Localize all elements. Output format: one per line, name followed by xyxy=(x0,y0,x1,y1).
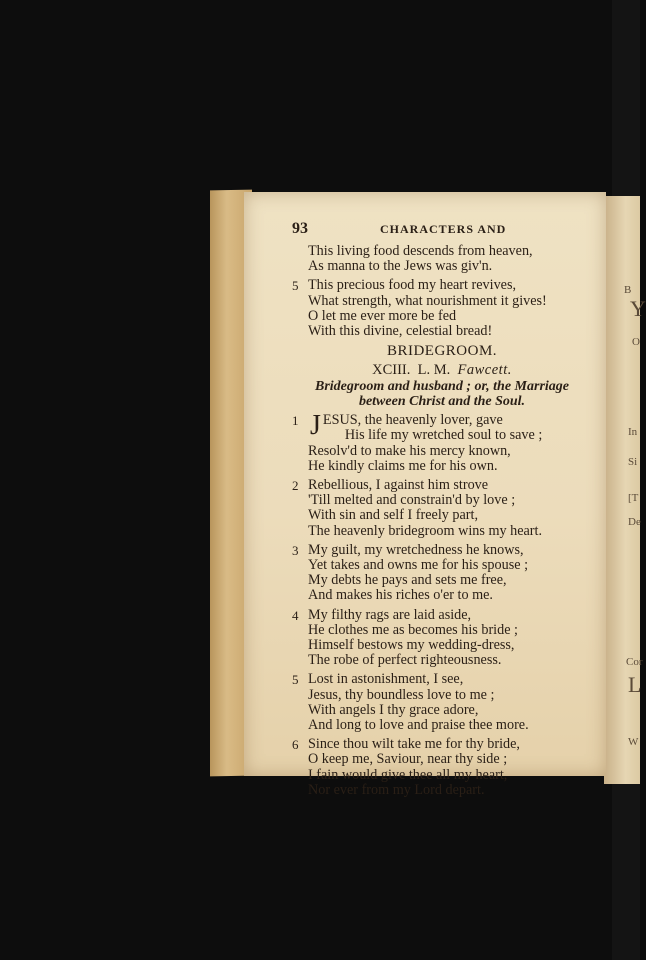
verse-line: 3 My guilt, my wretchedness he knows, xyxy=(292,541,524,558)
verse-line: O keep me, Saviour, near thy side ; xyxy=(308,751,508,768)
hymn-subtitle xyxy=(292,379,592,409)
hymn-meter: L. M. xyxy=(417,362,451,379)
stanza xyxy=(292,608,592,669)
verse-line: His life my wretched soul to save ; xyxy=(344,427,543,444)
verse-line: With sin and self I freely part, xyxy=(308,507,479,524)
verse-line: As manna to the Jews was giv'n. xyxy=(308,258,493,275)
verse-line: Resolv'd to make his mercy known, xyxy=(308,442,511,459)
stanza-number: 3 xyxy=(292,542,299,558)
page-content xyxy=(292,220,592,798)
drop-cap: J xyxy=(310,410,321,442)
stanza-number: 5 xyxy=(292,672,299,688)
verse-line: Jesus, thy boundless love to me ; xyxy=(308,686,495,703)
stanza xyxy=(292,410,592,474)
verse-line: This living food descends from heaven, xyxy=(308,243,533,259)
stanza xyxy=(292,672,592,733)
verse-line: I fain would give thee all my heart, xyxy=(308,766,508,783)
hymn-heading xyxy=(292,362,592,379)
verse-line: 4 My filthy rags are laid aside, xyxy=(292,606,472,623)
next-page-edge xyxy=(604,196,646,784)
stanza xyxy=(292,737,592,798)
verse-line: Nor ever from my Lord depart. xyxy=(308,781,485,798)
page-header xyxy=(292,220,592,244)
stanza xyxy=(292,543,592,604)
next-page-fragment: O xyxy=(632,336,640,348)
next-page-fragment: W xyxy=(628,736,639,748)
verse-line: 6 Since thou wilt take me for thy bride, xyxy=(292,736,520,753)
next-page-fragment: Si xyxy=(628,456,638,468)
section-title: BRIDEGROOM. xyxy=(386,343,498,360)
verse-line: And makes his riches o'er to me. xyxy=(308,587,493,604)
verse-line: 2 Rebellious, I against him strove xyxy=(292,477,489,494)
verse-line: He kindly claims me for his own. xyxy=(308,457,498,474)
verse-line: 'Till melted and constrain'd by love ; xyxy=(308,492,516,509)
verse-line: My debts he pays and sets me free, xyxy=(308,572,507,589)
next-page-fragment: L xyxy=(628,672,642,697)
hymn-number: XCIII. xyxy=(372,362,411,379)
verse-line: 5 This precious food my heart revives, xyxy=(292,277,517,294)
next-page-fragment: In xyxy=(628,426,638,438)
verse-line: Yet takes and owns me for his spouse ; xyxy=(308,557,529,574)
verse-line: Himself bestows my wedding-dress, xyxy=(308,637,515,654)
stanza xyxy=(292,478,592,539)
stanza xyxy=(292,278,592,339)
page-number: 93 xyxy=(292,220,308,237)
verse-line: And long to love and praise thee more. xyxy=(308,717,529,734)
verse-line: The heavenly bridegroom wins my heart. xyxy=(308,522,543,539)
verse-line: 1 J ESUS, the heavenly lover, gave xyxy=(292,410,503,442)
stanza-number: 6 xyxy=(292,737,299,753)
verse-line: With this divine, celestial bread! xyxy=(308,323,493,340)
next-page-fragment: Y xyxy=(630,296,646,321)
verse-line: He clothes me as becomes his bride ; xyxy=(308,621,518,638)
subtitle-line: between Christ and the Soul. xyxy=(358,394,526,410)
verse-line: 5 Lost in astonishment, I see, xyxy=(292,671,464,688)
stanza-number: 4 xyxy=(292,607,299,623)
subtitle-line: Bridegroom and husband ; or, the Marriage xyxy=(315,379,569,395)
verse-line: With angels I thy grace adore, xyxy=(308,701,479,718)
next-page-fragment: B xyxy=(624,284,632,296)
next-page-fragment: [T xyxy=(628,492,639,504)
verse-line: What strength, what nourishment it gives! xyxy=(308,292,547,309)
hymn-author: Fawcett. xyxy=(457,362,512,379)
next-page-fragment: Cor xyxy=(626,656,643,668)
verse-line: The robe of perfect righteousness. xyxy=(308,652,502,669)
stanza-number: 1 xyxy=(292,413,299,429)
running-head: CHARACTERS AND xyxy=(380,222,507,236)
verse-line: O let me ever more be fed xyxy=(308,307,457,324)
stanza-number: 5 xyxy=(292,278,299,294)
next-page-fragment: De xyxy=(628,516,641,528)
stanza-number: 2 xyxy=(292,478,299,494)
